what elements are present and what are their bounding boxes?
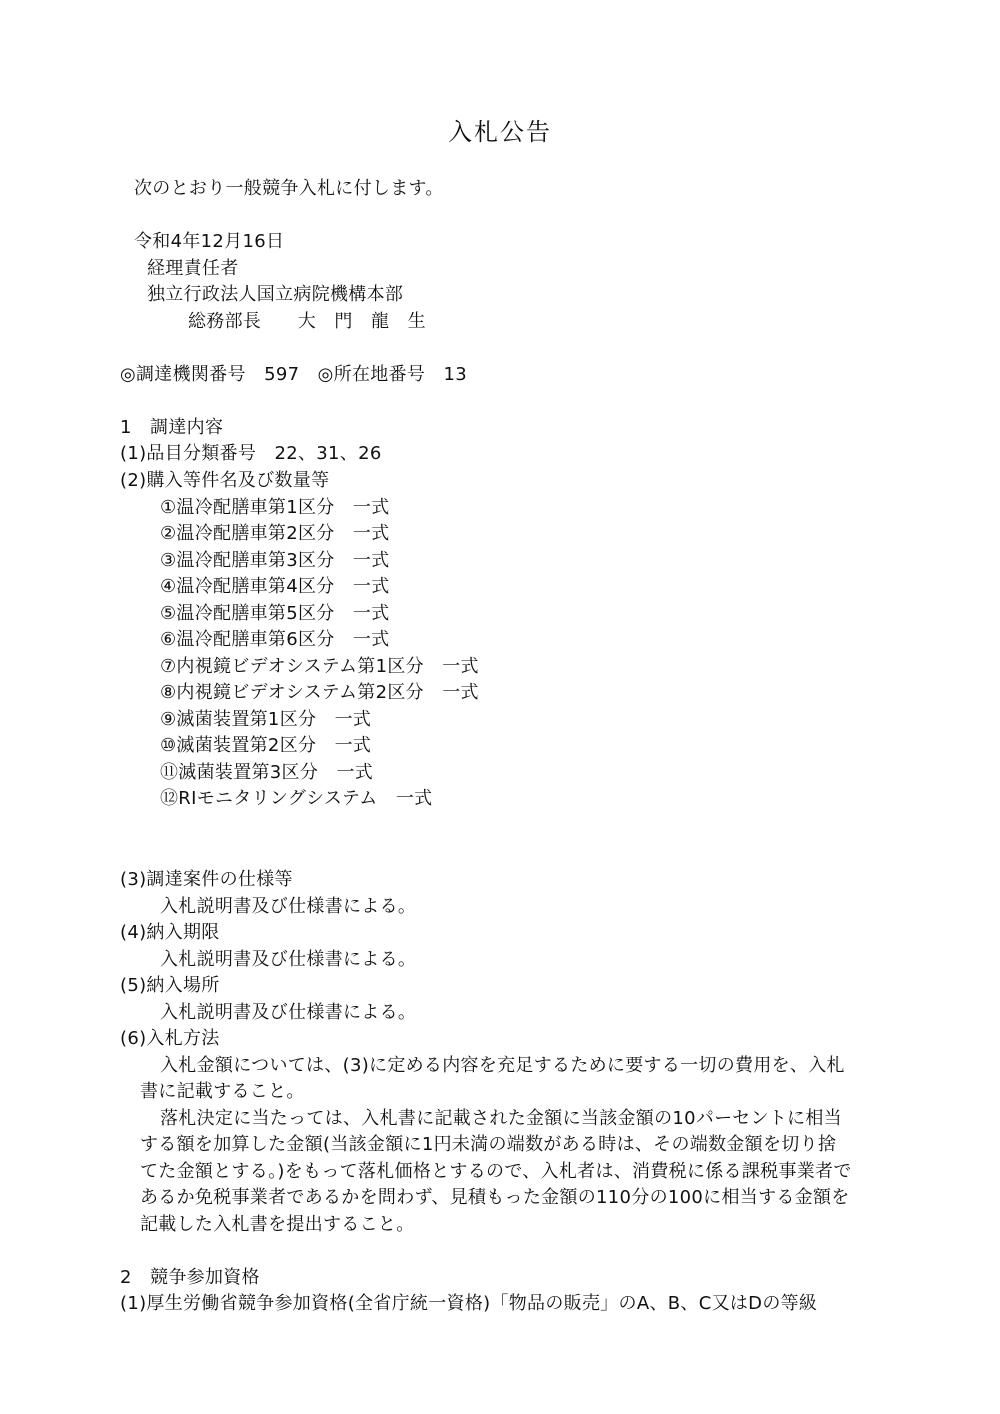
list-item: ⑨滅菌装置第1区分 一式 bbox=[160, 709, 372, 730]
paragraph-line: 落札決定に当たっては、入札書に記載された金額に当該金額の10パーセントに相当 bbox=[160, 1108, 842, 1129]
section-1-6: (6)入札方法 bbox=[120, 1028, 220, 1049]
section-1-2: (2)購入等件名及び数量等 bbox=[120, 470, 330, 491]
section-1-5-text: 入札説明書及び仕様書による。 bbox=[160, 1002, 417, 1023]
list-item: ⑦内視鏡ビデオシステム第1区分 一式 bbox=[160, 656, 479, 677]
section-1-3: (3)調達案件の仕様等 bbox=[120, 869, 293, 890]
section-2-heading: 2 競争参加資格 bbox=[120, 1267, 260, 1288]
section-1-4-text: 入札説明書及び仕様書による。 bbox=[160, 949, 417, 970]
list-item: ⑤温冷配膳車第5区分 一式 bbox=[160, 603, 390, 624]
notice-date: 令和4年12月16日 bbox=[134, 231, 285, 252]
list-item: ⑧内視鏡ビデオシステム第2区分 一式 bbox=[160, 682, 479, 703]
list-item: ⑥温冷配膳車第6区分 一式 bbox=[160, 629, 390, 650]
paragraph-line: する額を加算した金額(当該金額に1円未満の端数がある時は、その端数金額を切り捨 bbox=[140, 1134, 837, 1155]
procurement-codes: ◎調達機関番号 597 ◎所在地番号 13 bbox=[120, 364, 467, 385]
paragraph-line: 記載した入札書を提出すること。 bbox=[140, 1214, 415, 1235]
section-1-3-text: 入札説明書及び仕様書による。 bbox=[160, 896, 417, 917]
section-2-1: (1)厚生労働省競争参加資格(全省庁統一資格)「物品の販売」のA、B、C又はDの等級 bbox=[120, 1293, 818, 1314]
list-item: ④温冷配膳車第4区分 一式 bbox=[160, 576, 390, 597]
list-item: ⑫RIモニタリングシステム 一式 bbox=[160, 788, 433, 809]
section-1-5: (5)納入場所 bbox=[120, 975, 220, 996]
section-1-heading: 1 調達内容 bbox=[120, 417, 224, 438]
paragraph-line: 書に記載すること。 bbox=[140, 1081, 305, 1102]
issuer-person: 総務部長 大 門 龍 生 bbox=[188, 311, 426, 332]
paragraph-line: てた金額とする。)をもって落札価格とするので、入札者は、消費税に係る課税事業者で bbox=[140, 1161, 852, 1182]
intro-text: 次のとおり一般競争入札に付します。 bbox=[134, 178, 444, 199]
issuer-role: 経理責任者 bbox=[147, 258, 239, 279]
issuer-org: 独立行政法人国立病院機構本部 bbox=[147, 284, 404, 305]
paragraph-line: 入札金額については、(3)に定める内容を充足するために要する一切の費用を、入札 bbox=[160, 1055, 845, 1076]
list-item: ⑩滅菌装置第2区分 一式 bbox=[160, 735, 372, 756]
section-1-4: (4)納入期限 bbox=[120, 922, 220, 943]
section-1-1: (1)品目分類番号 22、31、26 bbox=[120, 443, 382, 464]
list-item: ⑪滅菌装置第3区分 一式 bbox=[160, 762, 374, 783]
page-title: 入札公告 bbox=[448, 118, 552, 146]
paragraph-line: あるか免税事業者であるかを問わず、見積もった金額の110分の100に相当する金額を bbox=[140, 1187, 850, 1208]
list-item: ②温冷配膳車第2区分 一式 bbox=[160, 523, 390, 544]
list-item: ③温冷配膳車第3区分 一式 bbox=[160, 550, 390, 571]
list-item: ①温冷配膳車第1区分 一式 bbox=[160, 497, 390, 518]
